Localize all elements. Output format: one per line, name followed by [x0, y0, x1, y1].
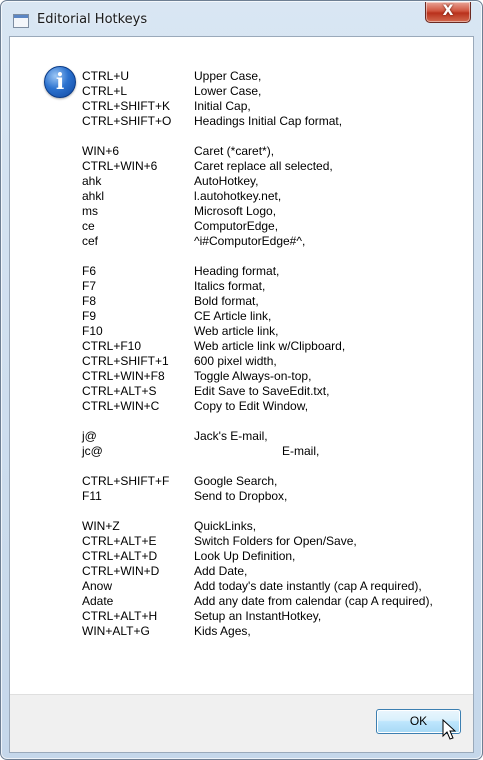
hotkey-key: F10	[82, 324, 103, 338]
hotkey-key: CTRL+ALT+D	[82, 549, 158, 563]
hotkey-description: Caret replace all selected,	[194, 159, 333, 173]
hotkey-description: Add Date,	[194, 564, 248, 578]
hotkey-description: Look Up Definition,	[194, 549, 296, 563]
hotkey-key: CTRL+SHIFT+F	[82, 474, 170, 488]
hotkey-description: Italics format,	[194, 279, 266, 293]
hotkey-key: ahkl	[82, 189, 105, 203]
hotkey-key: ms	[82, 204, 98, 218]
close-icon: X	[442, 3, 454, 19]
hotkey-key: ce	[82, 219, 95, 233]
hotkey-description: QuickLinks,	[194, 519, 257, 533]
hotkey-description: Headings Initial Cap format,	[194, 114, 343, 128]
dialog-content	[9, 36, 474, 753]
hotkey-description: Add today's date instantly (cap A required),	[194, 579, 422, 593]
button-bar	[10, 694, 473, 752]
hotkey-key: CTRL+L	[82, 84, 128, 98]
hotkey-key: WIN+6	[82, 144, 120, 158]
hotkey-description: CE Article link,	[194, 309, 272, 323]
hotkey-description: Caret (*caret*),	[194, 144, 275, 158]
hotkey-description: Edit Save to SaveEdit.txt,	[194, 384, 330, 398]
hotkey-description: Add any date from calendar (cap A required),	[194, 594, 433, 608]
hotkey-key: CTRL+WIN+C	[82, 399, 160, 413]
hotkey-key: F9	[82, 309, 97, 323]
window-app-icon	[13, 14, 29, 28]
hotkey-key: CTRL+WIN+F8	[82, 369, 165, 383]
hotkey-description: Copy to Edit Window,	[194, 399, 309, 413]
window-title: Editorial Hotkeys	[37, 12, 148, 27]
hotkey-description: 600 pixel width,	[194, 354, 277, 368]
hotkey-key: Anow	[82, 579, 113, 593]
hotkey-description: AutoHotkey,	[194, 174, 259, 188]
hotkey-description: Send to Dropbox,	[194, 489, 288, 503]
hotkey-description: Kids Ages,	[194, 624, 251, 638]
mouse-cursor-icon	[442, 719, 456, 741]
hotkey-description: Toggle Always-on-top,	[194, 369, 312, 383]
hotkey-key: CTRL+WIN+6	[82, 159, 158, 173]
info-icon: i	[44, 66, 76, 98]
hotkey-key: WIN+Z	[82, 519, 120, 533]
hotkey-description: E-mail,	[282, 444, 320, 458]
hotkey-key: cef	[82, 234, 99, 248]
hotkey-key: CTRL+SHIFT+O	[82, 114, 172, 128]
hotkey-key: CTRL+ALT+H	[82, 609, 158, 623]
hotkey-key: jc@	[82, 444, 103, 458]
hotkey-description: Google Search,	[194, 474, 278, 488]
hotkey-key: F8	[82, 294, 97, 308]
hotkey-key: F11	[82, 489, 102, 503]
hotkey-key: CTRL+ALT+S	[82, 384, 157, 398]
hotkey-key: CTRL+SHIFT+1	[82, 354, 169, 368]
hotkey-key: CTRL+SHIFT+K	[82, 99, 171, 113]
hotkey-key: CTRL+F10	[82, 339, 142, 353]
hotkey-description: ComputorEdge,	[194, 219, 279, 233]
hotkey-key: F6	[82, 264, 97, 278]
hotkey-description: Web article link,	[194, 324, 279, 338]
hotkey-key: WIN+ALT+G	[82, 624, 150, 638]
title-bar[interactable]	[1, 1, 482, 37]
hotkey-description: Switch Folders for Open/Save,	[194, 534, 357, 548]
hotkey-description: Initial Cap,	[194, 99, 251, 113]
hotkey-description: Lower Case,	[194, 84, 262, 98]
hotkey-key: F7	[82, 279, 97, 293]
hotkey-key: Adate	[82, 594, 114, 608]
hotkey-description: Microsoft Logo,	[194, 204, 277, 218]
close-button[interactable]	[425, 2, 471, 23]
hotkey-key: CTRL+ALT+E	[82, 534, 157, 548]
hotkey-description: Bold format,	[194, 294, 259, 308]
ok-button[interactable]: OK	[376, 709, 461, 734]
hotkey-description: Heading format,	[194, 264, 280, 278]
hotkey-description: l.autohotkey.net,	[194, 189, 282, 203]
hotkey-description: Web article link w/Clipboard,	[194, 339, 346, 353]
hotkey-description: ^i#ComputorEdge#^,	[194, 234, 306, 248]
hotkey-key: j@	[82, 429, 97, 443]
hotkey-description: Jack's E-mail,	[194, 429, 268, 443]
hotkey-key: CTRL+WIN+D	[82, 564, 160, 578]
hotkey-key: CTRL+U	[82, 69, 130, 83]
hotkey-description: Upper Case,	[194, 69, 262, 83]
hotkey-key: ahk	[82, 174, 102, 188]
hotkey-description: Setup an InstantHotkey,	[194, 609, 322, 623]
